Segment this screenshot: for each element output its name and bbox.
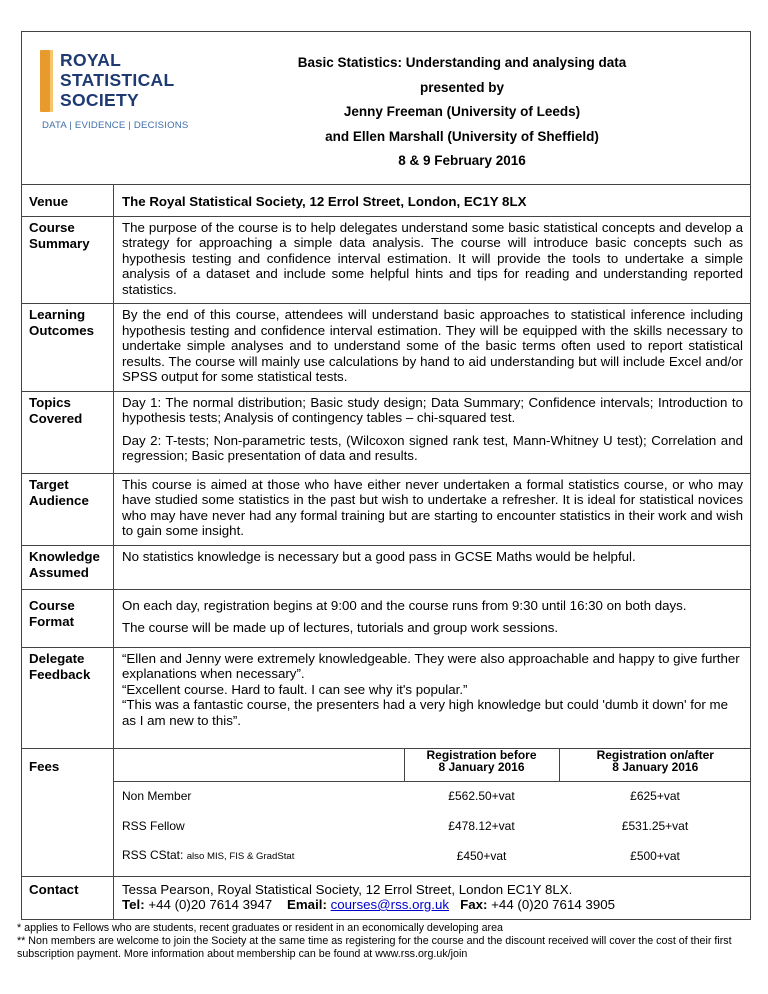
course-info-table [21,31,751,920]
topics-day-2: Day 2: T-tests; Non-parametric tests, (Wilcoxon signed rank test, Mann-Whitney U test); Correlation and regression; Basic presentation of data and results. [122,432,743,463]
contact-address: Tessa Pearson, Royal Statistical Society, 12 Errol Street, London EC1Y 8LX. [122,881,573,897]
presented-by: presented by [419,79,505,95]
fee-before: £562.50+vat [448,788,515,803]
fee-after: £500+vat [630,848,680,863]
presenter-1: Jenny Freeman (University of Leeds) [343,104,581,119]
course-dates: 8 & 9 February 2016 [398,153,526,168]
header-box [22,32,751,185]
venue-value: The Royal Statistical Society, 12 Errol Street, London, EC1Y 8LX [114,185,751,217]
summary-value: The purpose of the course is to help delegates understand some basic statistical concepts and develop a strategy for approaching a simple data analysis. The course will introduce basic concepts such as hypothesis testing and confidence interval estimation. It will provide the tools to undertake a simple analysis of a dataset and include some helpful hints and tips for reading and understanding reported statistics. [114,216,751,304]
venue-label: Venue [22,185,114,217]
audience-value: This course is aimed at those who have either never undertaken a formal statistics course, or who may have studied some statistics in the past but wish to undertake a refresher. It is ideal for statistical novices who may have never had any formal training but are starting to encounter statistics in their work and wish to gain some insight. [114,473,751,545]
format-registration: On each day, registration begins at 9:00 and the course runs from 9:30 until 16:30 on both days. [122,597,687,613]
feedback-quote-1: “Ellen and Jenny were extremely knowledgeable. They were also approachable and happy to give further explanations when necessary”. [122,650,740,681]
topics-value [114,391,751,473]
format-sessions: The course will be made up of lectures, tutorials and group work sessions. [122,620,559,635]
fee-row [114,812,751,842]
course-title: Basic Statistics: Understanding and analysing data [297,55,627,70]
fees-value [114,748,751,876]
contact-value [114,876,751,919]
presenter-2: and Ellen Marshall (University of Sheffield) [325,128,599,144]
fee-name-note: also MIS, FIS & GradStat [186,851,295,863]
contact-fax: +44 (0)20 7614 3905 [491,897,616,912]
contact-tel: +44 (0)20 7614 3947 [148,897,273,912]
fee-col-after: Registration on/after 8 January 2016 [559,749,751,782]
logo-line-2: STATISTICAL [60,70,175,90]
knowledge-label: Knowledge Assumed [22,545,114,589]
feedback-quote-3: “This was a fantastic course, the presenters had a very high knowledge but could 'dumb it down' for me as I am new to this”. [122,697,728,728]
fees-table [114,749,751,872]
fee-row [114,842,751,872]
fee-row [114,781,751,812]
fee-name: Non Member [122,788,192,803]
topics-label: Topics Covered [22,391,114,473]
topics-day-1: Day 1: The normal distribution; Basic study design; Data Summary; Confidence intervals; Introduction to hypothesis tests; Analysis of contingency tables – chi-squared test. [122,394,743,425]
fee-after: £625+vat [630,788,680,803]
footnote-2: ** Non members are welcome to join the Society at the same time as registering for the course and the discount received will cover the cost of their first subscription payment. More information about membership can be found at www.rss.org.uk/join [17,934,732,960]
fee-before: £450+vat [456,848,507,863]
fee-before: £478.12+vat [448,818,515,833]
footnotes [17,922,750,961]
outcomes-value: By the end of this course, attendees will understand basic approaches to statistical inference including hypothesis testing and confidence interval estimation. They will be equipped with the skills necessary to undertake simple analyses and to understand some of the basic terms often used to report statistical results. The course will mainly use calculations by hand to aid understanding but will include Excel and/or SPSS output for some statistical tests. [114,304,751,392]
header-text [22,51,750,174]
fee-name: RSS CStat: [122,848,184,863]
contact-label: Contact [22,876,114,919]
logo-line-1: ROYAL [60,50,122,70]
course-flyer [17,31,750,961]
contact-email-link[interactable]: courses@rss.org.uk [330,897,450,912]
feedback-value [114,647,751,748]
outcomes-label: Learning Outcomes [22,304,114,392]
footnote-1: * applies to Fellows who are students, recent graduates or resident in an economically developing area [17,921,503,934]
logo-tagline: DATA | EVIDENCE | DECISIONS [42,120,189,131]
audience-label: Target Audience [22,473,114,545]
fee-name: RSS Fellow [122,818,185,833]
fee-after: £531.25+vat [621,818,689,833]
contact-details: Tel: +44 (0)20 7614 3947 Email: courses@rss.org.uk Fax: +44 (0)20 7614 3905 [122,897,616,912]
feedback-label: Delegate Feedback [22,647,114,748]
fees-label: Fees [22,748,114,876]
logo-line-3: SOCIETY [60,90,139,110]
knowledge-value: No statistics knowledge is necessary but a good pass in GCSE Maths would be helpful. [114,545,751,589]
fee-col-before: Registration before 8 January 2016 [404,749,559,782]
format-label: Course Format [22,589,114,647]
format-value [114,589,751,647]
feedback-quote-2: “Excellent course. Hard to fault. I can see why it's popular.” [122,681,468,697]
summary-label: Course Summary [22,216,114,304]
